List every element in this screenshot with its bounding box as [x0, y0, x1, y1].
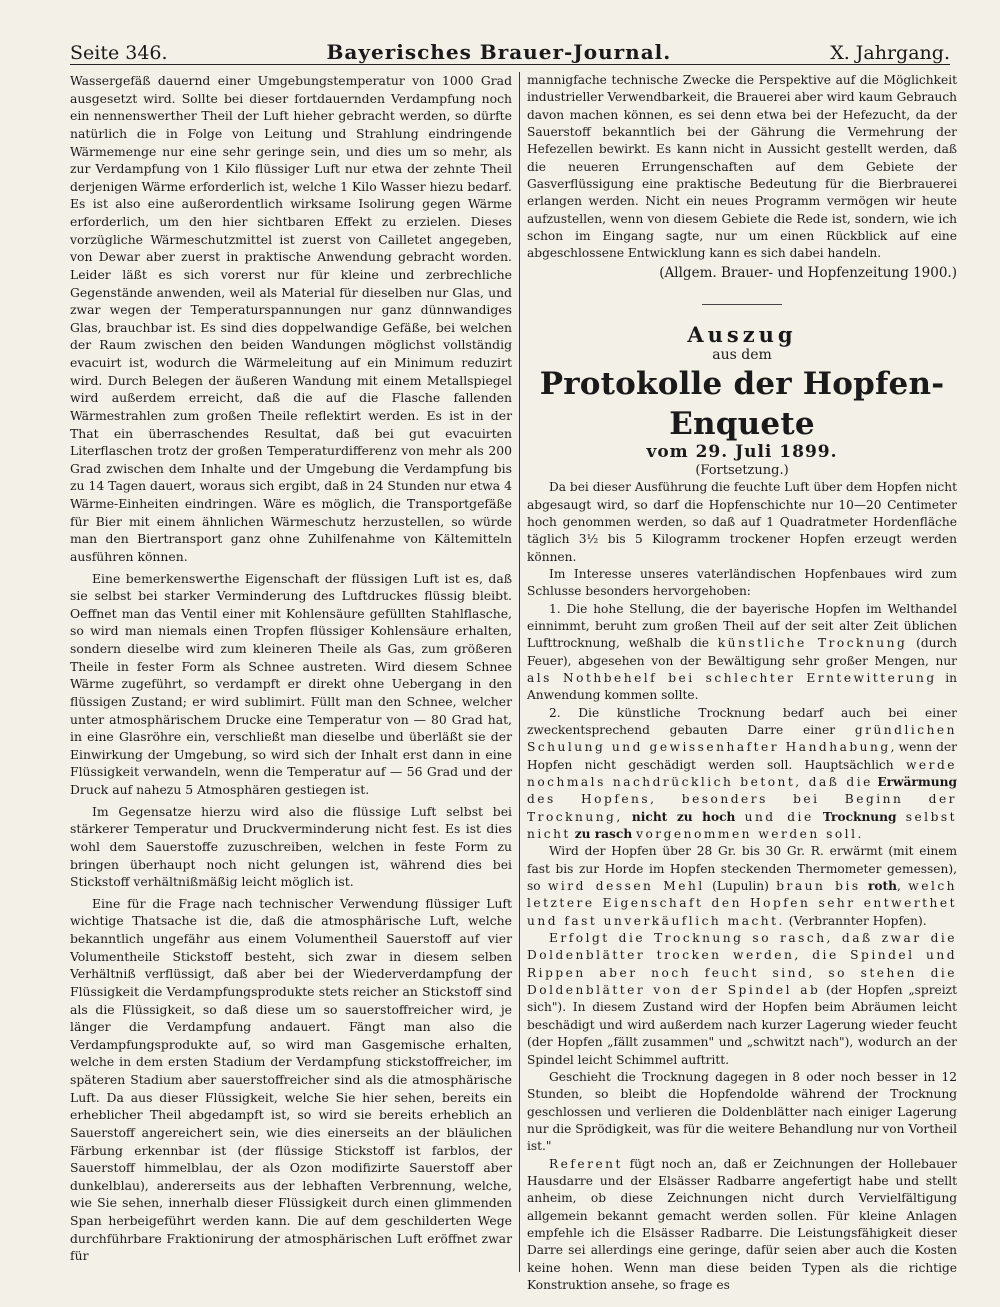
section-connector: aus dem [712, 347, 772, 364]
right-paragraph-3: Im Interesse unseres vaterländischen Hopfenbaues wird zum Schlusse besonders hervorgehoben: [527, 566, 957, 599]
left-paragraph-2: Eine bemerkenswerthe Eigenschaft der flüssigen Luft ist es, daß sie selbst bei starker Verminderung des Luftdruckes flüssig bleibt. Oeffnet man das Ventil einer mit Kohlensäure gefüllten Stahlflasche, so wird man niemals einen Tropfen flüssiger Kohlensäure erhalten, sondern dieselbe wird zum kleineren Theile als Gas, zum größeren Theile in fester Form als Schnee austreten. Wird diesem Schnee Wärme zugeführt, so verdampft er direkt ohne Uebergang in den flüssigen Zustand; er wird sublimirt. Füllt man den Schnee, welcher unter atmosphärischem Drucke eine Temperatur von — 80 Grad hat, in eine Glasröhre ein, verschließt man dieselbe und überläßt sie der Einwirkung der Umgebung, so wird sich der Inhalt erst dann in eine Flüssigkeit verwandeln, wenn die Temperatur auf — 56 Grad und der Druck auf nahezu 5 Atmosphären gestiegen ist. [70, 570, 512, 797]
right-paragraph-7: Erfolgt die Trocknung so rasch, daß zwar die Doldenblätter trocken werden, die Spindel und Rippen aber noch feucht sind, so stehen die Doldenblätter von der Spindel ab (der Hopfen „spreizt sich"). In diesem Zustand wird der Hopfen beim Abräumen leicht beschädigt und wird außerdem nach kurzer Lagerung wieder feucht (der Hopfen „fällt zusammen" und „schwitzt nach"), wodurch an der Spindel leicht Schimmel auftritt. [527, 931, 957, 1067]
continuation-note: (Fortsetzung.) [695, 462, 789, 478]
column-divider [519, 72, 520, 1272]
right-paragraph-4: 1. Die hohe Stellung, die der bayerische Hopfen im Welthandel einnimmt, beruht zum großen Theil auf der seit alter Zeit üblichen Lufttrocknung, weßhalb die künstliche Trocknung (durch Feuer), abgesehen von der Bewältigung sehr großer Mengen, nur als Nothbehelf bei schlechter Erntewitterung in Anwendung kommen sollte. [527, 601, 958, 703]
journal-title: Bayerisches Brauer-Journal. [326, 40, 672, 64]
right-paragraph-2: Da bei dieser Ausführung die feuchte Luft über dem Hopfen nicht abgesaugt wird, so darf die Hopfenschichte nur 10—20 Centimeter hoch genommen werden, so daß auf 1 Quadratmeter Hordenfläche täglich 3½ bis 5 Kilogramm trockener Hopfen erzeugt werden können. [527, 480, 957, 564]
right-paragraph-9: Referent fügt noch an, daß er Zeichnungen der Hollebauer Hausdarre und der Elsässer Radbarre angefertigt habe und stellt anheim, ob diese Zeichnungen nicht durch Vervielfältigung allgemein bekannt gemacht werden sollen. Für kleine Anlagen empfehle ich die Elsässer Radbarre. Die Leistungsfähigkeit dieser Darre sei allerdings eine geringe, dafür seien aber auch die Kosten keine hohen. Wenn man diese beiden Typen als die richtige Konstruktion ansehe, so frage es [527, 1156, 957, 1292]
right-paragraph-5: 2. Die künstliche Trocknung bedarf auch bei einer zweckentsprechend gebauten Darre einer gründlichen Schulung und gewissenhafter Handhabung, wenn der Hopfen nicht geschädigt werden soll. Hauptsächlich werde nochmals nachdrücklich betont, daß die Erwärmung des Hopfens, besonders bei Beginn der Trocknung, nicht zu hoch und die Trocknung selbst nicht zu rasch vorgenommen werden soll. [527, 705, 958, 842]
left-paragraph-4: Eine für die Frage nach technischer Verwendung flüssiger Luft wichtige Thatsache ist die, daß die atmosphärische Luft, welche bekanntlich ungefähr aus einem Volumentheil Sauerstoff auf vier Volumentheile Stickstoff besteht, sich zwar in diesem selben Verhältniß verflüssigt, daß aber bei der Wiederverdampfung der Flüssigkeit die Verdampfungsprodukte stets reicher an Stickstoff sind als die Flüssigkeit, so daß diese um so sauerstoffreicher wird, je länger die Verdampfung andauert. Fängt man also die Verdampfungsprodukte auf, so wird man Gasgemische erhalten, welche in dem ersten Stadium der Verdampfung stickstoffreicher, im späteren Stadium aber sauerstoffreicher sind als die atmosphärische Luft. Da aus dieser Flüssigkeit, welche Sie hier sehen, bereits ein erheblicher Theil abgedampft ist, so wird sie bereits erheblich an Sauerstoff angereichert sein, wie dies einerseits an der bläulichen Färbung erkennbar ist (der flüssige Stickstoff ist farblos, der Sauerstoff himmelblau, der als Ozon modifizirte Sauerstoff aber dunkelblau), andererseits aus der lebhaften Verbrennung, welche, wie Sie sehen, innerhalb dieser Flüssigkeit durch einen glimmenden Span herbeigeführt werden kann. Die auf dem geschilderten Wege durchführbare Fraktionirung der atmosphärischen Luft eröffnet zwar für [70, 895, 512, 1264]
right-paragraph-6: Wird der Hopfen über 28 Gr. bis 30 Gr. R. erwärmt (mit einem fast bis zur Horde im Hopfen steckenden Thermometer gemessen), so wird dessen Mehl (Lupulin) braun bis roth, welch letztere Eigenschaft den Hopfen sehr entwerthet und fast unverkäuflich macht. (Verbrannter Hopfen). [527, 844, 958, 928]
right-paragraph-1: mannigfache technische Zwecke die Perspektive auf die Möglichkeit industrieller Verwendbarkeit, die Brauerei aber wird kaum Gebrauch davon machen können, es sei denn etwa bei der Hefezucht, da der Sauerstoff bekanntlich bei der Gährung die Vermehrung der Hefezellen bewirkt. Es kann nicht in Aussicht gestellt werden, daß die neueren Errungenschaften auf dem Gebiete der Gasverflüssigung eine praktische Bedeutung für die Bierbrauerei erlangen werden. Nicht ein neues Programm vermögen wir heute aufzustellen, wenn von diesem Gebiete die Rede ist, sondern, wie ich schon im Eingang sagte, nur um einen Rückblick auf eine abgeschlossene Entwicklung kann es sich dabei handeln. [527, 73, 957, 261]
section-date: vom 29. Juli 1899. [646, 442, 838, 463]
left-paragraph-1: Wassergefäß dauernd einer Umgebungstemperatur von 1000 Grad ausgesetzt wird. Sollte bei dieser fortdauernden Verdampfung noch ein nennenswerther Theil der Luft hieher gebracht werden, so dürfte natürlich die in Folge von Leitung und Strahlung eindringende Wärmemenge nur eine sehr geringe sein, und dies um so mehr, als zur Verdampfung von 1 Kilo flüssiger Luft nur etwa der zehnte Theil derjenigen Wärme erforderlich ist, welche 1 Kilo Wasser hiezu bedarf. Es ist also eine außerordentlich wirksame Isolirung gegen Wärme erforderlich, um den hier sichtbaren Effekt zu erzielen. Dieses vorzügliche Wärmeschutzmittel ist zuerst von Cailletet angegeben, von Dewar aber zuerst in praktische Anwendung gebracht worden. Leider läßt es sich vorerst nur für kleine und zerbrechliche Gegenstände anwenden, weil als Material für dieselben nur Glas, und zwar wegen der Temperaturspannungen nur ganz dünnwandiges Glas, brauchbar ist. Es sind dies doppelwandige Gefäße, bei welchen der Raum zwischen den beiden Wandungen möglichst vollständig evacuirt ist, wodurch die Wärmeleitung auf ein Minimum reduzirt wird. Durch Belegen der äußeren Wandung mit einem Metallspiegel wird außerdem erreicht, daß die auf die Flasche fallenden Wärmestrahlen zum großen Theile reflektirt werden. Es ist in der That ein überraschendes Resultat, daß bei gut evacuirten Literflaschen trotz der großen Temperaturdifferenz von mehr als 200 Grad zwischen dem Inhalte und der Umgebung die Verdampfung bis zu 14 Tagen dauert, woraus sich ergibt, daß in 24 Stunden nur etwa 4 Wärme-Einheiten eindringen. Wäre es möglich, die Transportgefäße für Bier mit einem ähnlichen Wärmeschutz herzustellen, so würde man den Biertransport ganz ohne Zuhilfenahme von Kältemitteln ausführen können. [70, 73, 512, 564]
volume-label: X. Jahrgang. [830, 42, 950, 64]
section-rule [702, 304, 782, 305]
source-citation: (Allgem. Brauer- und Hopfenzeitung 1900.) [659, 264, 957, 281]
page-number: Seite 346. [70, 42, 168, 64]
left-column [70, 72, 512, 1265]
section-kicker: Auszug [687, 322, 797, 348]
section-title: Protokolle der Hopfen-Enquete [539, 366, 945, 443]
right-column [527, 72, 957, 1294]
right-paragraph-8: Geschieht die Trocknung dagegen in 8 oder noch besser in 12 Stunden, so bleibt die Hopfendolde während der Trocknung geschlossen und verlieren die Doldenblätter nach einiger Lagerung nur die Sprödigkeit, was für die weitere Behandlung nur von Vortheil ist." [527, 1069, 957, 1154]
page-header [70, 30, 950, 65]
left-paragraph-3: Im Gegensatze hierzu wird also die flüssige Luft selbst bei stärkerer Temperatur und Druckverminderung nicht fest. Es ist dies wohl dem Sauerstoffe zuzuschreiben, welchen in feste Form zu bringen überhaupt noch nicht gelungen ist, während dies bei Stickstoff verhältnißmäßig leicht möglich ist. [70, 803, 512, 890]
